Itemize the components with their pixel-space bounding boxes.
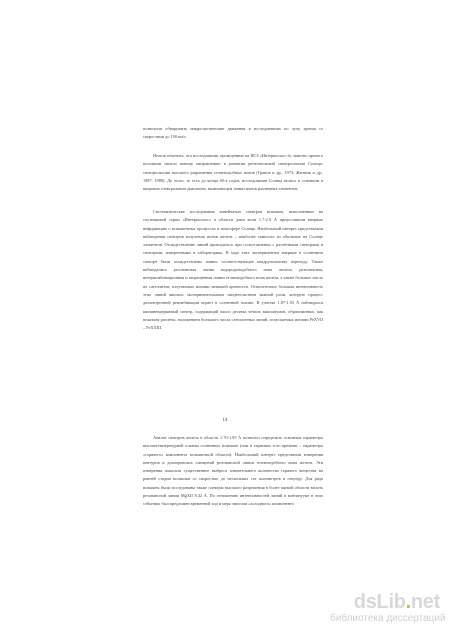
- watermark-logo-part2: net: [410, 591, 440, 613]
- site-watermark: [330, 591, 446, 631]
- paragraph-3-text: Систематические исследования линейчатых спектров вспышек, выполненные на спутниковой серии «Интеркосмос» в области длин волн 1.7-2.0 Å предоставили впервые информацию о вспышечных процессах в атмосфере Солнца. Наибольший интерес представляли наблюдения спектров излучения ионов железа – наиболее тяжелого из обильных на Солнце элементов. Отождествление линий проводилось при сопоставлении с расчётными спектрами и спектрами, измеренными в лабораториях. В ходе этих экспериментов впервые в солнечном спектре были отождествлены линии, соответствующие квадрупольному переходу. Также наблюдались резонансная линия водородоподобного иона железа, резонансная, интеркомбинационная и запрещённая линии гелиеподобного иона железа, а также большое число их сателлитов, излучаемых ионами меньшей кратности. Относительно большая интенсивность этих линий явилась экспериментальным свидетельством важной роли, которую процесс диэлектронной рекомбинации играет в солнечной плазме. В участке 1.87-1.93 Å наблюдался квазинепрерывный спектр, содержащий около десятка чётких максимумов, образованных, как показали расчёты, наложением большого числа сателлитных линий, испускаемых ионами FeXVII – FeXXIII.: [143, 209, 323, 331]
- watermark-subtitle: библиотека диссертаций: [330, 613, 446, 624]
- watermark-logo: [330, 591, 440, 613]
- paragraph-1: [143, 125, 323, 142]
- page-number: 14: [222, 418, 228, 423]
- watermark-logo-dot: .: [405, 591, 411, 613]
- paragraph-4: [143, 434, 323, 509]
- paragraph-4-text: Анализ спектров железа в области 1.70-1.95 Å позволил определить основные параметры высокотемпературной плазмы солнечных вспышек (или в терминах того времени – параметры «горячего» компонента вспышечной области). Наибольший интерес представили измерения контуров и доплеровских смещений резонансной линии гелиеподобного иона железа. Эти измерения показали существенное выброса значительного количества горячего вещества на ранней стадии вспышки со скоростью до нескольких сот километров в секунду. Для ряда вспышек были исследованы также спектры высокого разрешения в более мягкой области вплоть резонансной линии MgXII 8.42 Å. По отношению интенсивностей линий в континууме в этих событиях был предложен временной ход и мера эмиссии «холодного» компонента: [143, 435, 323, 507]
- paragraph-2: [143, 152, 323, 193]
- watermark-logo-part1: dsLib: [353, 591, 406, 613]
- paragraph-3: [143, 208, 323, 332]
- paragraph-1-text: позволили обнаружить макроскопические движения в исследованиях по лучу зрения со скоростями до 190 км/с.: [143, 126, 323, 140]
- paragraph-2-text: Нельзя отметить, что исследования, проведенные на ИСЗ «Интеркосмос-4» заметно прочего положили начало новому направлению в развитии рентгеновской спектроскопии Солнца: спектроскопии высокого разрешения гелиеподобных ионов (Гранов и др., 1973; Житник и др., 1987, 1988). До этого, то есть до конца 60-х годов, исследования Солнца велись в основном в широком спектральном диапазоне, включающем линии ионов различных элементов.: [143, 153, 323, 192]
